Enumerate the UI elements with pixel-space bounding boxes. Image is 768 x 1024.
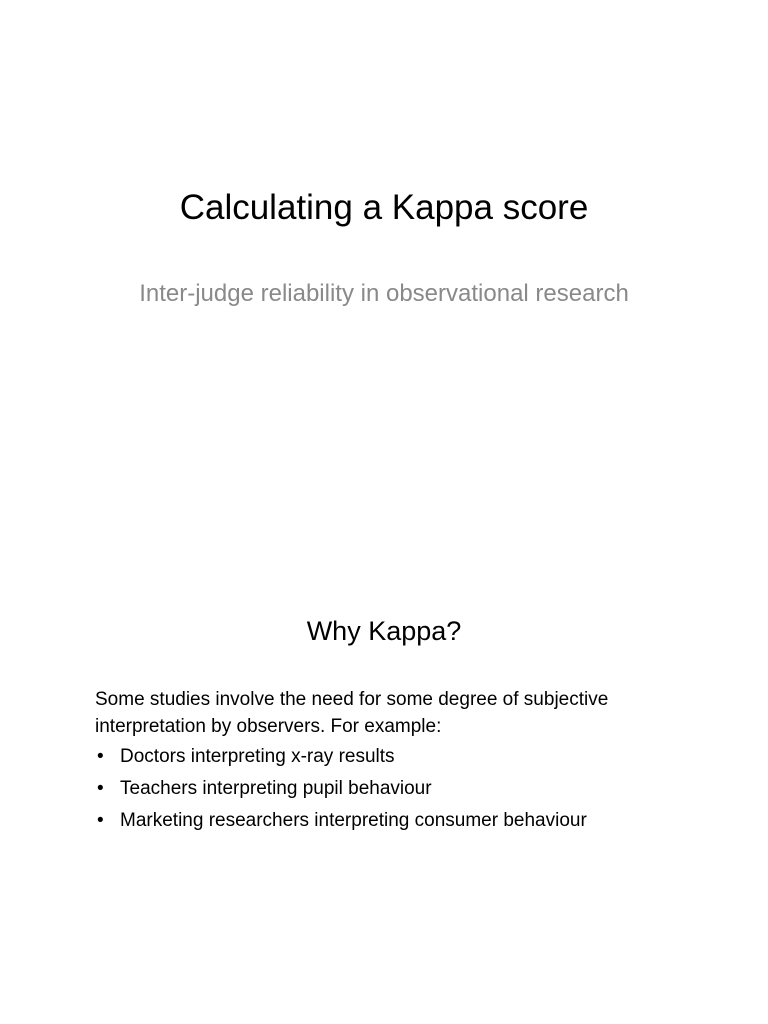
slide-body: [95, 686, 685, 840]
list-item-text: Marketing researchers interpreting consumer behaviour: [120, 810, 587, 831]
intro-paragraph: Some studies involve the need for some degree of subjective interpretation by observers. For example:: [95, 689, 609, 737]
slide-subtitle: Inter-judge reliability in observational research: [139, 280, 629, 307]
list-item: [95, 744, 685, 770]
slide-title-heading: Calculating a Kappa score: [179, 188, 589, 227]
bullet-list: [95, 744, 685, 834]
slide-why-kappa: [0, 512, 768, 1024]
list-item: [95, 776, 685, 802]
bullet-icon: •: [97, 778, 104, 799]
list-item-text: Teachers interpreting pupil behaviour: [120, 778, 432, 799]
list-item-text: Doctors interpreting x-ray results: [120, 746, 395, 767]
slide-heading: Why Kappa?: [306, 616, 462, 646]
bullet-icon: •: [97, 810, 104, 831]
list-item: [95, 808, 685, 834]
bullet-icon: •: [97, 746, 104, 767]
